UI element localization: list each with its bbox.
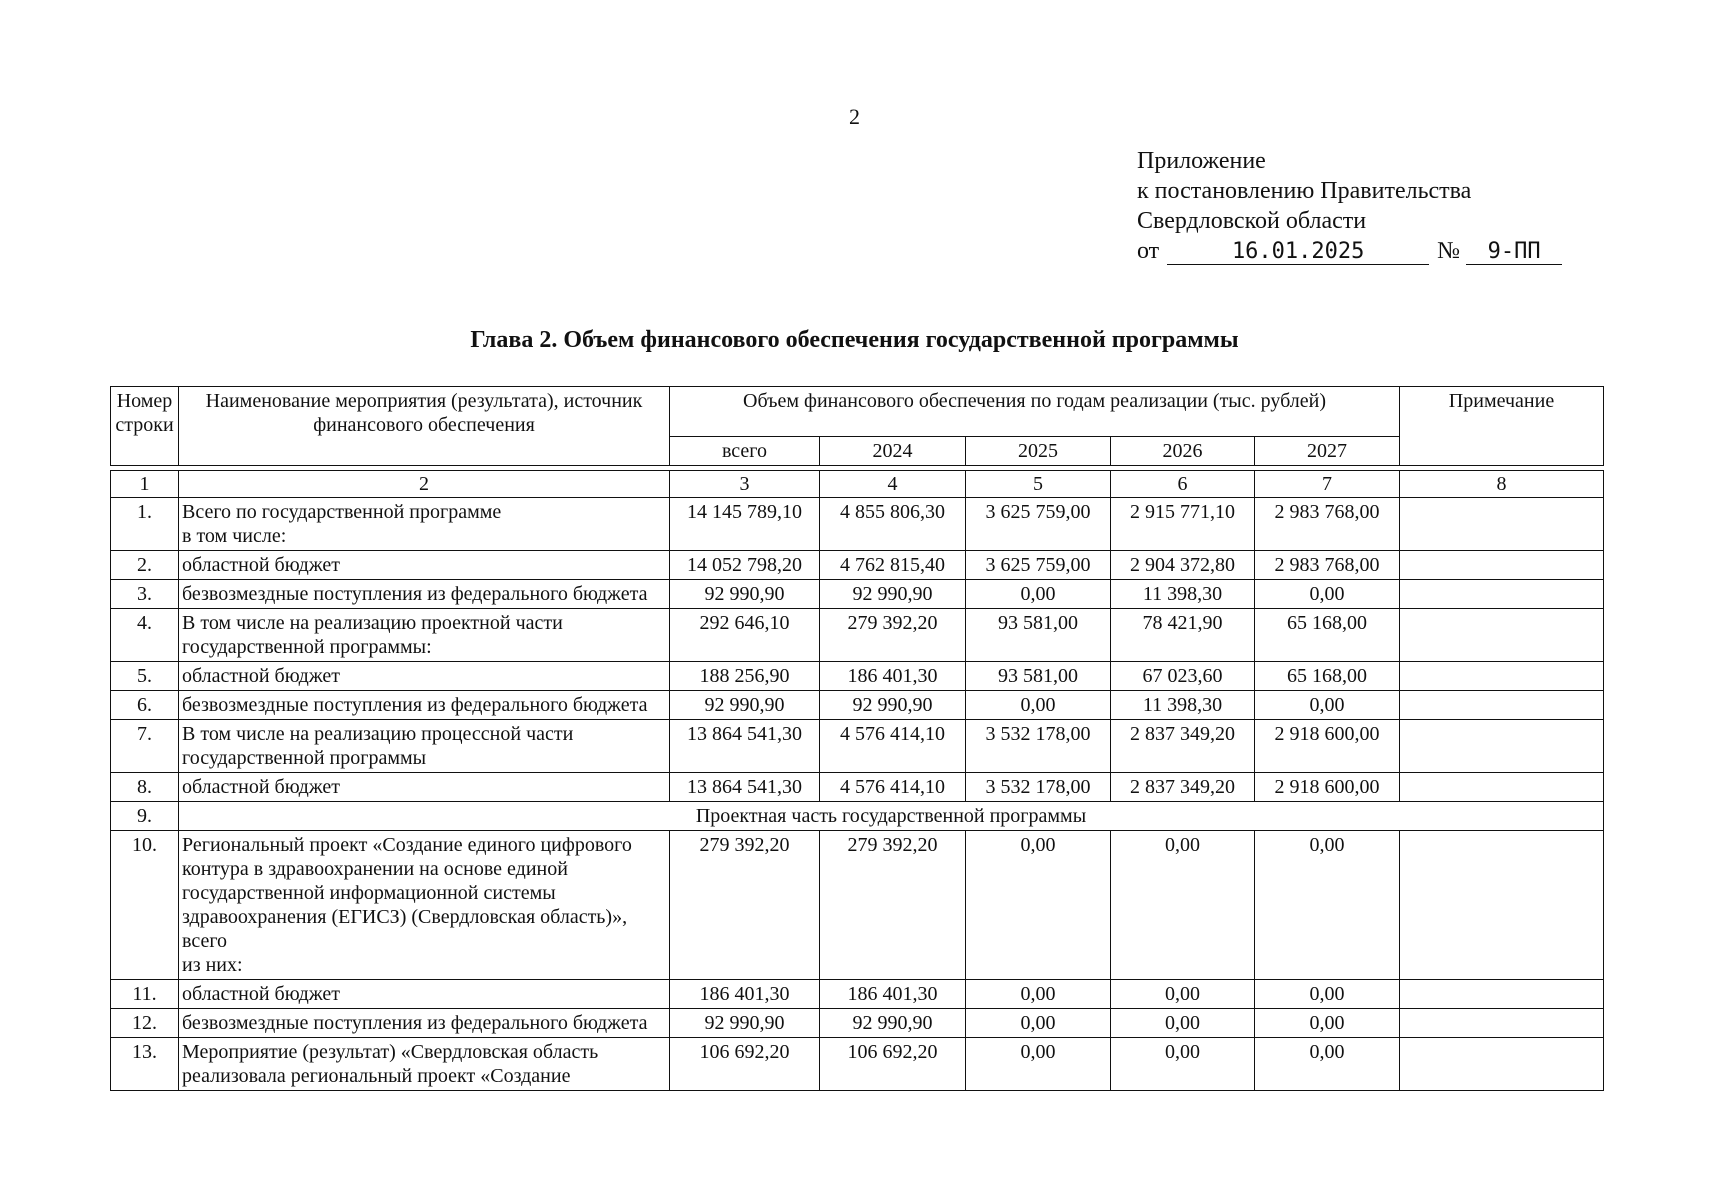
value-2024: 4 762 815,40 <box>820 551 966 580</box>
value-2024: 4 576 414,10 <box>820 773 966 802</box>
table-row <box>111 609 1604 662</box>
row-name: областной бюджет <box>179 662 670 691</box>
value-2026: 2 837 349,20 <box>1111 720 1255 773</box>
value-2026: 11 398,30 <box>1111 580 1255 609</box>
value-2024: 4 576 414,10 <box>820 720 966 773</box>
table-row <box>111 691 1604 720</box>
value-2025: 0,00 <box>966 831 1111 980</box>
row-name: областной бюджет <box>179 980 670 1009</box>
value-2027: 2 918 600,00 <box>1255 773 1400 802</box>
value-2024: 4 855 806,30 <box>820 498 966 551</box>
value-total: 14 145 789,10 <box>670 498 820 551</box>
value-2026: 0,00 <box>1111 980 1255 1009</box>
value-2027: 65 168,00 <box>1255 609 1400 662</box>
value-total: 188 256,90 <box>670 662 820 691</box>
value-2026: 0,00 <box>1111 1009 1255 1038</box>
value-total: 279 392,20 <box>670 831 820 980</box>
row-note <box>1400 1009 1604 1038</box>
table-row <box>111 1009 1604 1038</box>
row-name: областной бюджет <box>179 551 670 580</box>
row-name: Мероприятие (результат) «Свердловская область реализовала региональный проект «Создание <box>179 1038 670 1091</box>
header-funding: Объем финансового обеспечения по годам реализации (тыс. рублей) <box>670 387 1400 437</box>
column-number: 6 <box>1111 471 1255 498</box>
table-row <box>111 662 1604 691</box>
value-total: 186 401,30 <box>670 980 820 1009</box>
row-note <box>1400 1038 1604 1091</box>
header-year-2024: 2024 <box>820 437 966 466</box>
row-number: 3. <box>111 580 179 609</box>
table-header <box>110 386 1604 466</box>
value-2026: 67 023,60 <box>1111 662 1255 691</box>
value-total: 92 990,90 <box>670 1009 820 1038</box>
value-2026: 2 915 771,10 <box>1111 498 1255 551</box>
value-2024: 279 392,20 <box>820 609 966 662</box>
number-label: № <box>1437 238 1461 264</box>
table-row <box>111 580 1604 609</box>
decree-reference <box>1137 236 1562 266</box>
value-2027: 65 168,00 <box>1255 662 1400 691</box>
header-year-2025: 2025 <box>966 437 1111 466</box>
header-name: Наименование мероприятия (результата), источник финансового обеспечения <box>179 387 670 466</box>
column-number: 7 <box>1255 471 1400 498</box>
row-note <box>1400 773 1604 802</box>
value-2025: 0,00 <box>966 1038 1111 1091</box>
value-2027: 0,00 <box>1255 831 1400 980</box>
column-number: 8 <box>1400 471 1604 498</box>
column-number: 5 <box>966 471 1111 498</box>
value-total: 92 990,90 <box>670 691 820 720</box>
header-note: Примечание <box>1400 387 1604 466</box>
table-row <box>111 1038 1604 1091</box>
value-2025: 3 625 759,00 <box>966 498 1111 551</box>
row-note <box>1400 498 1604 551</box>
value-2025: 0,00 <box>966 691 1111 720</box>
table-row <box>111 980 1604 1009</box>
row-note <box>1400 609 1604 662</box>
value-2025: 3 532 178,00 <box>966 773 1111 802</box>
row-number: 6. <box>111 691 179 720</box>
value-total: 13 864 541,30 <box>670 720 820 773</box>
appendix-title: Приложение <box>1137 148 1266 174</box>
row-note <box>1400 691 1604 720</box>
value-2027: 0,00 <box>1255 1038 1400 1091</box>
header-year-2026: 2026 <box>1111 437 1255 466</box>
row-number: 7. <box>111 720 179 773</box>
row-number: 2. <box>111 551 179 580</box>
value-2024: 279 392,20 <box>820 831 966 980</box>
row-note <box>1400 831 1604 980</box>
value-2026: 0,00 <box>1111 1038 1255 1091</box>
date-label: от <box>1137 238 1160 264</box>
value-2025: 3 625 759,00 <box>966 551 1111 580</box>
row-number: 5. <box>111 662 179 691</box>
value-total: 106 692,20 <box>670 1038 820 1091</box>
row-number: 8. <box>111 773 179 802</box>
column-number: 4 <box>820 471 966 498</box>
value-2024: 106 692,20 <box>820 1038 966 1091</box>
row-name: В том числе на реализацию проектной части государственной программы: <box>179 609 670 662</box>
table-row <box>111 773 1604 802</box>
table-row <box>111 720 1604 773</box>
value-2027: 0,00 <box>1255 691 1400 720</box>
value-2025: 3 532 178,00 <box>966 720 1111 773</box>
value-2024: 92 990,90 <box>820 691 966 720</box>
value-2027: 0,00 <box>1255 980 1400 1009</box>
value-2026: 11 398,30 <box>1111 691 1255 720</box>
value-2025: 93 581,00 <box>966 662 1111 691</box>
value-2025: 93 581,00 <box>966 609 1111 662</box>
value-2025: 0,00 <box>966 580 1111 609</box>
value-2027: 2 983 768,00 <box>1255 551 1400 580</box>
value-2024: 92 990,90 <box>820 580 966 609</box>
row-number: 10. <box>111 831 179 980</box>
decree-date: 16.01.2025 <box>1167 240 1429 265</box>
row-note <box>1400 580 1604 609</box>
header-year-2027: 2027 <box>1255 437 1400 466</box>
value-total: 92 990,90 <box>670 580 820 609</box>
header-total: всего <box>670 437 820 466</box>
row-name: В том числе на реализацию процессной части государственной программы <box>179 720 670 773</box>
row-note <box>1400 980 1604 1009</box>
column-number: 2 <box>179 471 670 498</box>
value-2026: 78 421,90 <box>1111 609 1255 662</box>
value-2027: 0,00 <box>1255 1009 1400 1038</box>
column-number: 1 <box>111 471 179 498</box>
column-number-row <box>111 471 1604 498</box>
row-number: 13. <box>111 1038 179 1091</box>
row-name: безвозмездные поступления из федерального бюджета <box>179 580 670 609</box>
table-row <box>111 551 1604 580</box>
table-row <box>111 498 1604 551</box>
decree-number: 9-ПП <box>1466 240 1562 265</box>
value-total: 14 052 798,20 <box>670 551 820 580</box>
value-2026: 0,00 <box>1111 831 1255 980</box>
column-number: 3 <box>670 471 820 498</box>
row-number: 9. <box>111 802 179 831</box>
row-name: безвозмездные поступления из федерального бюджета <box>179 691 670 720</box>
value-2024: 186 401,30 <box>820 980 966 1009</box>
data-table <box>110 470 1604 1091</box>
appendix-line-2: к постановлению Правительства <box>1137 178 1472 204</box>
value-total: 13 864 541,30 <box>670 773 820 802</box>
row-number: 1. <box>111 498 179 551</box>
section-row <box>111 802 1604 831</box>
row-name: безвозмездные поступления из федерального бюджета <box>179 1009 670 1038</box>
row-number: 12. <box>111 1009 179 1038</box>
value-2025: 0,00 <box>966 1009 1111 1038</box>
value-2027: 0,00 <box>1255 580 1400 609</box>
row-number: 11. <box>111 980 179 1009</box>
appendix-block <box>1137 146 1562 266</box>
value-2024: 92 990,90 <box>820 1009 966 1038</box>
row-name: Региональный проект «Создание единого цифрового контура в здравоохранении на основе единой государственной информационной системы здравоохранения (ЕГИСЗ) (Свердловская область)», всего из них: <box>179 831 670 980</box>
value-2027: 2 918 600,00 <box>1255 720 1400 773</box>
appendix-line-3: Свердловской области <box>1137 208 1367 234</box>
row-name: областной бюджет <box>179 773 670 802</box>
row-number: 4. <box>111 609 179 662</box>
value-total: 292 646,10 <box>670 609 820 662</box>
value-2026: 2 837 349,20 <box>1111 773 1255 802</box>
row-name: Всего по государственной программе в том числе: <box>179 498 670 551</box>
value-2026: 2 904 372,80 <box>1111 551 1255 580</box>
page-number: 2 <box>849 104 860 129</box>
table-row <box>111 831 1604 980</box>
chapter-title: Глава 2. Объем финансового обеспечения государственной программы <box>470 327 1239 353</box>
value-2024: 186 401,30 <box>820 662 966 691</box>
value-2027: 2 983 768,00 <box>1255 498 1400 551</box>
section-title: Проектная часть государственной программы <box>179 802 1604 831</box>
row-note <box>1400 551 1604 580</box>
header-row-number: Номер строки <box>111 387 179 466</box>
value-2025: 0,00 <box>966 980 1111 1009</box>
row-note <box>1400 662 1604 691</box>
row-note <box>1400 720 1604 773</box>
